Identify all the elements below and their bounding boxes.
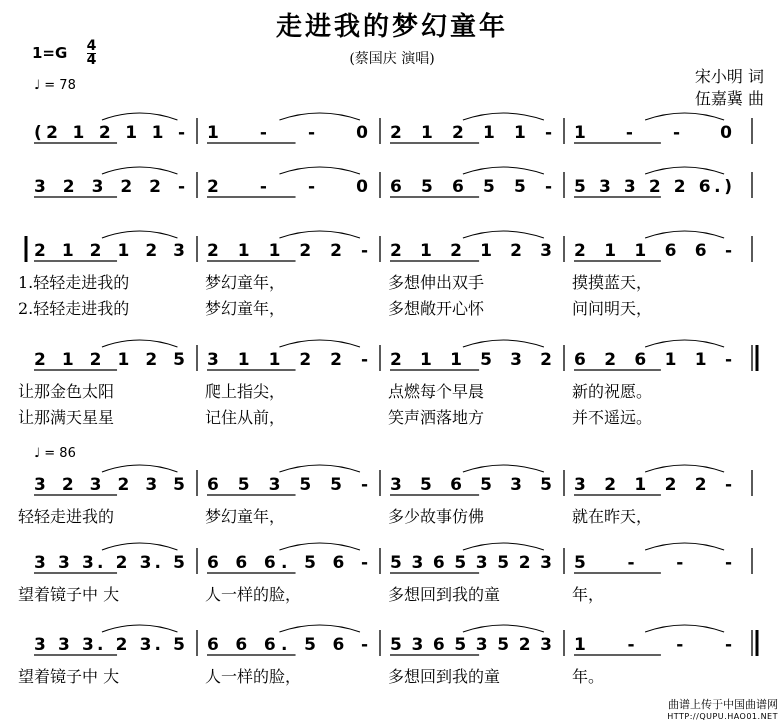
measure-notes: 2 - - 0 (207, 177, 368, 197)
lyric-verse-1: 爬上指尖， (205, 382, 286, 401)
slur-arc (463, 113, 544, 120)
measure-notes: 6 5 6 5 5 - (390, 177, 552, 197)
measure-notes: 3 5 6 5 3 5 (390, 475, 552, 495)
slur-arc (463, 231, 544, 238)
slur-arc (102, 625, 178, 632)
slur-arc (279, 625, 360, 632)
measure-notes: 2 1 2 1 2 5 (34, 350, 185, 370)
quarter-note-icon: ♩ (34, 78, 41, 93)
measure-notes: 2 1 2 1 1 - (390, 123, 552, 143)
slur-arc (463, 167, 544, 174)
measure-notes: 1 - - - (574, 635, 732, 655)
time-top: 4 (86, 38, 97, 54)
measure-notes: 3 1 1 2 2 - (207, 350, 368, 370)
slur-arc (645, 543, 724, 550)
slur-arc (102, 340, 178, 347)
measure-notes: 3 2 3 2 2 - (34, 177, 185, 197)
lyric-verse-1: 就在昨天， (572, 507, 653, 526)
lyric-verse-1: 多少故事仿佛 (388, 507, 485, 526)
measure-notes: 2 1 2 1 2 3 (34, 241, 185, 261)
lyric-verse-1: 摸摸蓝天， (572, 273, 653, 292)
measure-notes: 6 6 6. 5 6 - (207, 635, 368, 655)
lyric-verse-1: 让那金色太阳 (18, 382, 115, 401)
measure-notes: 6 2 6 1 1 - (574, 350, 732, 370)
song-title: 走进我的梦幻童年 (275, 12, 508, 42)
slur-arc (645, 167, 724, 174)
lyric-verse-2: 记住从前， (205, 408, 286, 427)
lyric-verse-2: 多想敞开心怀 (388, 299, 485, 318)
lyric-verse-1: 新的祝愿。 (572, 382, 653, 401)
slur-arc (463, 543, 544, 550)
slur-arc (645, 625, 724, 632)
measure-notes: 2 1 1 2 2 - (207, 241, 368, 261)
lyric-verse-1: 多想回到我的童 (388, 585, 501, 604)
lyric-verse-1: 多想回到我的童 (388, 667, 501, 686)
measure-notes: 2 1 1 6 6 - (574, 241, 732, 261)
lyric-verse-2: 让那满天星星 (18, 408, 115, 427)
slur-arc (102, 113, 178, 120)
slur-arc (279, 167, 360, 174)
lyric-verse-2: 问问明天， (572, 299, 653, 318)
performer-note: (蔡国庆 演唱) (349, 51, 435, 67)
measure-notes: 2 1 1 5 3 2 (390, 350, 552, 370)
watermark (667, 699, 778, 723)
lyric-verse-1: 点燃每个早晨 (388, 382, 485, 401)
lyric-verse-1: 人一样的脸， (205, 667, 302, 686)
slur-arc (102, 465, 178, 472)
lyric-verse-1: 望着镜子中 大 (18, 585, 120, 604)
measure-notes: 3 2 1 2 2 - (574, 475, 732, 495)
lyric-verse-1: 年。 (572, 667, 605, 686)
slur-arc (645, 465, 724, 472)
lyric-verse-1: 多想伸出双手 (388, 273, 485, 292)
measure-notes: 2 1 2 1 2 3 (390, 241, 552, 261)
slur-arc (279, 465, 360, 472)
measure-notes: 1 - - 0 (207, 123, 368, 143)
lyric-verse-2: 并不遥远。 (572, 408, 653, 427)
slur-arc (645, 231, 724, 238)
lyric-verse-2: 笑声洒落地方 (388, 408, 485, 427)
lyric-verse-1: 梦幻童年， (205, 273, 286, 292)
lyric-verse-1: 望着镜子中 大 (18, 667, 120, 686)
slur-arc (645, 113, 724, 120)
slur-arc (279, 231, 360, 238)
tempo-value-1: = 78 (44, 78, 76, 93)
measure-notes: 5 3 6 5 3 5 2 3 (390, 553, 552, 573)
measure-notes: (2 1 2 1 1 - (34, 123, 185, 143)
lyric-verse-1: 年， (572, 585, 605, 604)
measure-notes: 5 3 3 2 2 6.) (574, 177, 732, 197)
measure-notes: 5 - - - (574, 553, 732, 573)
lyricist-credit: 宋小明 词 (694, 67, 764, 86)
measure-notes: 3 2 3 2 3 5 (34, 475, 185, 495)
lyric-verse-2: 2.轻轻走进我的 (18, 299, 130, 318)
slur-arc (102, 167, 178, 174)
lyric-verse-1: 轻轻走进我的 (18, 507, 115, 526)
slur-arc (463, 625, 544, 632)
measure-notes: 6 6 6. 5 6 - (207, 553, 368, 573)
slur-arc (102, 231, 178, 238)
time-bottom: 4 (86, 52, 97, 68)
slur-arc (463, 465, 544, 472)
measure-notes: 5 3 6 5 3 5 2 3 (390, 635, 552, 655)
watermark-line-1: 曲谱上传于中国曲谱网 (668, 698, 778, 711)
lyric-verse-1: 1.轻轻走进我的 (18, 273, 130, 292)
measure-notes: 6 5 3 5 5 - (207, 475, 368, 495)
slur-arc (645, 340, 724, 347)
lyric-verse-1: 人一样的脸， (205, 585, 302, 604)
quarter-note-icon: ♩ (34, 446, 41, 461)
slur-arc (463, 340, 544, 347)
slur-arc (279, 543, 360, 550)
slur-arc (102, 543, 178, 550)
measure-notes: 1 - - 0 (574, 123, 732, 143)
composer-credit: 伍嘉冀 曲 (694, 89, 764, 108)
measure-notes: 3 3 3. 2 3. 5 (34, 553, 185, 573)
watermark-line-2: HTTP://QUPU.HAO01.NET (667, 712, 778, 721)
slur-arc (279, 113, 360, 120)
lyric-verse-1: 梦幻童年， (205, 507, 286, 526)
lyric-verse-2: 梦幻童年， (205, 299, 286, 318)
key-label: 1=G (32, 44, 68, 62)
measure-notes: 3 3 3. 2 3. 5 (34, 635, 185, 655)
slur-arc (279, 340, 360, 347)
tempo-value-2: = 86 (44, 446, 76, 461)
